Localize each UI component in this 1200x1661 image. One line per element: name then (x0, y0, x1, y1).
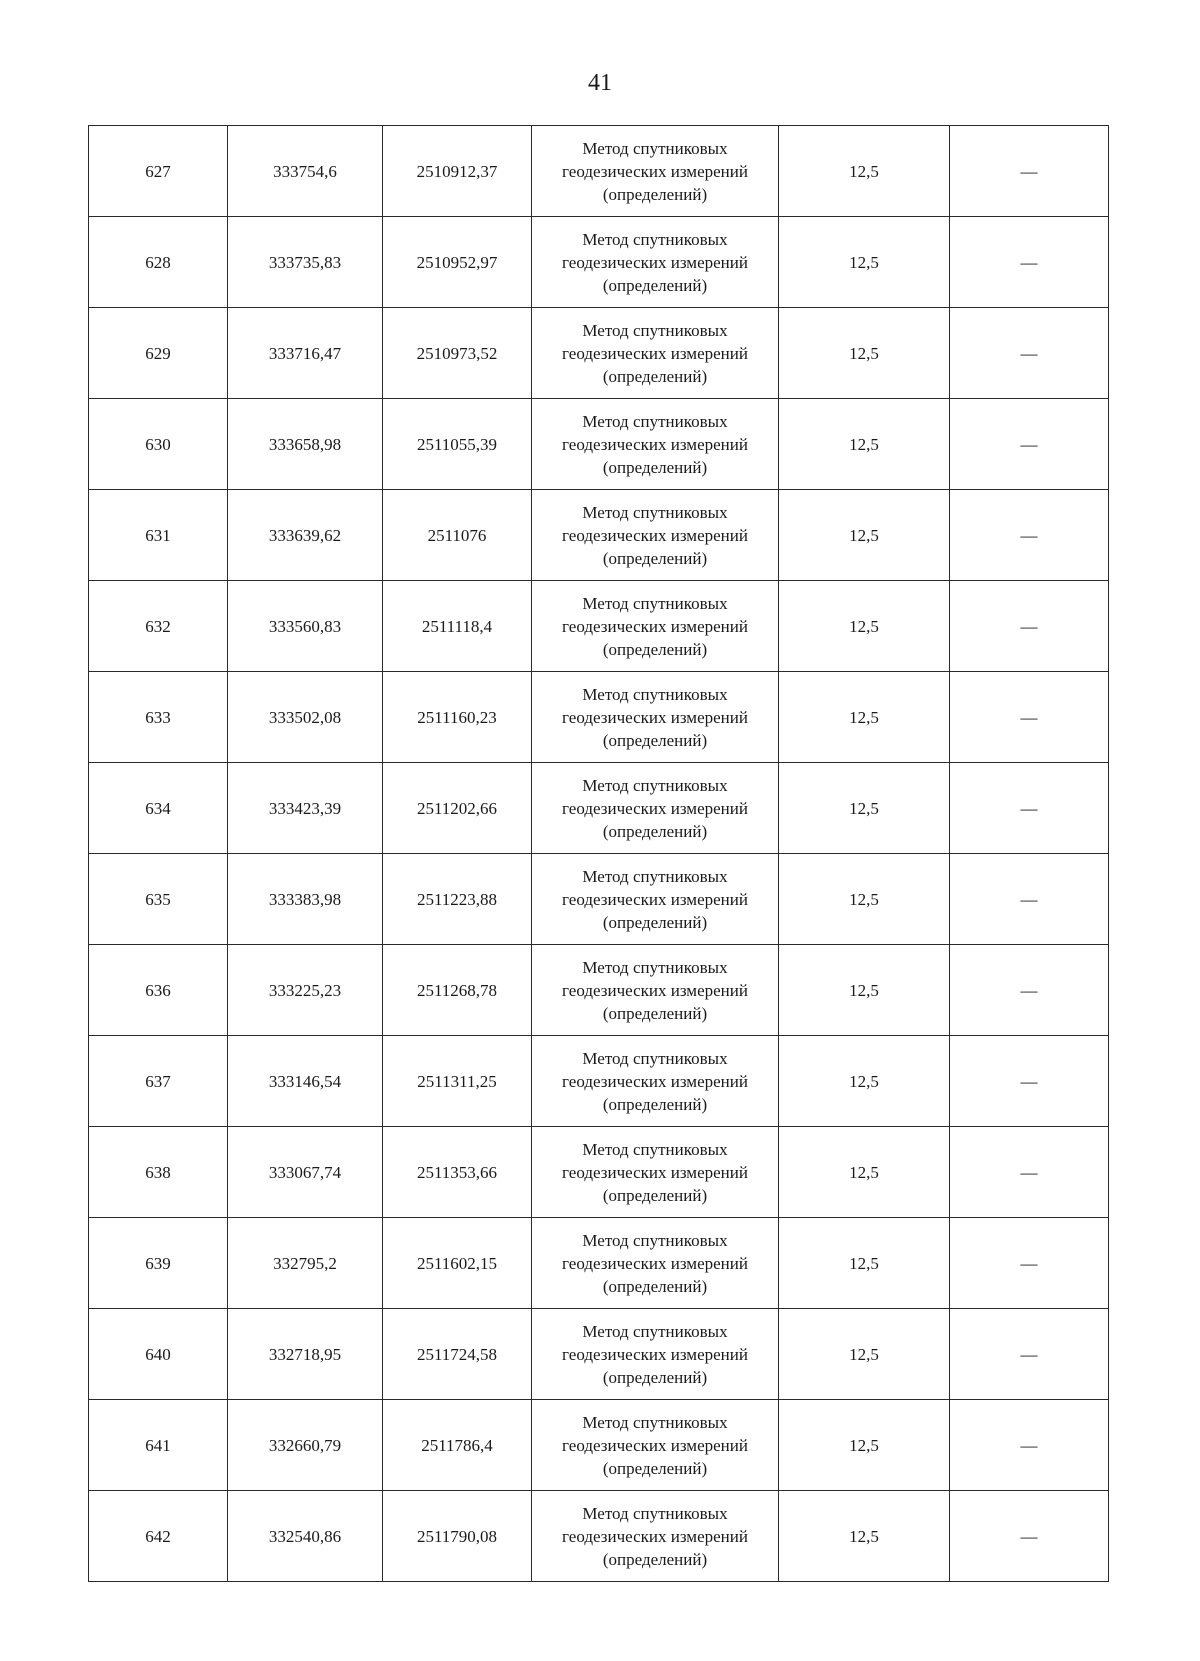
coordinate-x: 333225,23 (228, 945, 383, 1036)
note-dash: — (950, 945, 1109, 1036)
method-cell (532, 1127, 779, 1218)
point-number: 631 (89, 490, 228, 581)
method-cell (532, 126, 779, 217)
method-text-line: геодезических измерений (562, 980, 748, 1000)
coordinate-x: 333754,6 (228, 126, 383, 217)
method-cell (532, 763, 779, 854)
point-number: 640 (89, 1309, 228, 1400)
coordinate-x: 333502,08 (228, 672, 383, 763)
method-text-line: (определений) (602, 366, 708, 386)
note-dash: — (950, 490, 1109, 581)
coordinate-x: 332718,95 (228, 1309, 383, 1400)
note-dash: — (950, 1491, 1109, 1582)
accuracy-value: 12,5 (779, 308, 950, 399)
coordinate-y: 2510973,52 (383, 308, 532, 399)
method-text-line: Метод спутниковых (582, 502, 728, 522)
note-dash: — (950, 217, 1109, 308)
accuracy-value: 12,5 (779, 399, 950, 490)
point-number: 630 (89, 399, 228, 490)
method-text-line: геодезических измерений (562, 889, 748, 909)
table-row (89, 672, 1109, 763)
note-dash: — (950, 1400, 1109, 1491)
method-cell (532, 1309, 779, 1400)
coordinate-x: 332660,79 (228, 1400, 383, 1491)
method-text-line: Метод спутниковых (582, 593, 728, 613)
method-cell (532, 1036, 779, 1127)
accuracy-value: 12,5 (779, 1400, 950, 1491)
method-text-line: (определений) (602, 821, 708, 841)
table-row (89, 217, 1109, 308)
method-text-line: Метод спутниковых (582, 957, 728, 977)
table-row (89, 1036, 1109, 1127)
accuracy-value: 12,5 (779, 763, 950, 854)
method-text-line: Метод спутниковых (582, 775, 728, 795)
method-text-line: (определений) (602, 1276, 708, 1296)
note-dash: — (950, 672, 1109, 763)
accuracy-value: 12,5 (779, 854, 950, 945)
page-number: 41 (588, 70, 612, 96)
method-cell (532, 1400, 779, 1491)
table-row (89, 1309, 1109, 1400)
method-text-line: (определений) (602, 730, 708, 750)
coordinate-y: 2511202,66 (383, 763, 532, 854)
coordinate-x: 332795,2 (228, 1218, 383, 1309)
method-cell (532, 945, 779, 1036)
point-number: 627 (89, 126, 228, 217)
table-row (89, 581, 1109, 672)
point-number: 634 (89, 763, 228, 854)
method-text-line: Метод спутниковых (582, 1321, 728, 1341)
coordinate-y: 2510912,37 (383, 126, 532, 217)
table-row (89, 1218, 1109, 1309)
note-dash: — (950, 1036, 1109, 1127)
method-text-line: Метод спутниковых (582, 1139, 728, 1159)
table-row (89, 126, 1109, 217)
method-cell (532, 217, 779, 308)
method-cell (532, 581, 779, 672)
note-dash: — (950, 763, 1109, 854)
point-number: 632 (89, 581, 228, 672)
method-text-line: Метод спутниковых (582, 320, 728, 340)
note-dash: — (950, 1218, 1109, 1309)
method-text-line: (определений) (602, 457, 708, 477)
coordinate-y: 2511790,08 (383, 1491, 532, 1582)
coordinate-y: 2510952,97 (383, 217, 532, 308)
method-cell (532, 1491, 779, 1582)
method-text-line: геодезических измерений (562, 1344, 748, 1364)
method-text-line: Метод спутниковых (582, 1412, 728, 1432)
coordinate-y: 2511076 (383, 490, 532, 581)
method-text-line: Метод спутниковых (582, 1048, 728, 1068)
method-text-line: геодезических измерений (562, 252, 748, 272)
method-text-line: (определений) (602, 548, 708, 568)
note-dash: — (950, 1309, 1109, 1400)
coordinate-y: 2511118,4 (383, 581, 532, 672)
method-text-line: геодезических измерений (562, 798, 748, 818)
method-cell (532, 672, 779, 763)
note-dash: — (950, 581, 1109, 672)
method-cell (532, 399, 779, 490)
accuracy-value: 12,5 (779, 581, 950, 672)
point-number: 635 (89, 854, 228, 945)
method-cell (532, 854, 779, 945)
table-row (89, 399, 1109, 490)
coordinates-table (88, 125, 1109, 1582)
coordinate-x: 333716,47 (228, 308, 383, 399)
point-number: 637 (89, 1036, 228, 1127)
method-text-line: геодезических измерений (562, 1162, 748, 1182)
method-text-line: (определений) (602, 1094, 708, 1114)
note-dash: — (950, 308, 1109, 399)
coordinate-y: 2511602,15 (383, 1218, 532, 1309)
method-text-line: геодезических измерений (562, 343, 748, 363)
coordinate-x: 333560,83 (228, 581, 383, 672)
accuracy-value: 12,5 (779, 1491, 950, 1582)
method-text-line: Метод спутниковых (582, 1503, 728, 1523)
point-number: 641 (89, 1400, 228, 1491)
method-cell (532, 308, 779, 399)
note-dash: — (950, 854, 1109, 945)
accuracy-value: 12,5 (779, 945, 950, 1036)
method-text-line: геодезических измерений (562, 1253, 748, 1273)
method-text-line: (определений) (602, 912, 708, 932)
point-number: 628 (89, 217, 228, 308)
accuracy-value: 12,5 (779, 1218, 950, 1309)
coordinate-x: 333067,74 (228, 1127, 383, 1218)
accuracy-value: 12,5 (779, 1309, 950, 1400)
method-text-line: Метод спутниковых (582, 866, 728, 886)
accuracy-value: 12,5 (779, 1127, 950, 1218)
method-text-line: (определений) (602, 1003, 708, 1023)
method-text-line: (определений) (602, 184, 708, 204)
coordinate-y: 2511160,23 (383, 672, 532, 763)
method-text-line: Метод спутниковых (582, 1230, 728, 1250)
method-text-line: Метод спутниковых (582, 411, 728, 431)
coordinate-x: 333146,54 (228, 1036, 383, 1127)
method-text-line: геодезических измерений (562, 707, 748, 727)
method-text-line: геодезических измерений (562, 161, 748, 181)
coordinate-y: 2511786,4 (383, 1400, 532, 1491)
method-text-line: Метод спутниковых (582, 138, 728, 158)
point-number: 642 (89, 1491, 228, 1582)
table-body (89, 126, 1109, 1582)
point-number: 636 (89, 945, 228, 1036)
method-text-line: геодезических измерений (562, 1435, 748, 1455)
method-text-line: геодезических измерений (562, 525, 748, 545)
method-text-line: (определений) (602, 1367, 708, 1387)
coordinate-x: 333658,98 (228, 399, 383, 490)
accuracy-value: 12,5 (779, 490, 950, 581)
note-dash: — (950, 1127, 1109, 1218)
point-number: 633 (89, 672, 228, 763)
point-number: 638 (89, 1127, 228, 1218)
coordinate-y: 2511311,25 (383, 1036, 532, 1127)
method-text-line: Метод спутниковых (582, 229, 728, 249)
table-row (89, 490, 1109, 581)
method-text-line: геодезических измерений (562, 616, 748, 636)
coordinate-x: 332540,86 (228, 1491, 383, 1582)
method-text-line: (определений) (602, 1185, 708, 1205)
table-row (89, 1127, 1109, 1218)
method-text-line: (определений) (602, 639, 708, 659)
note-dash: — (950, 126, 1109, 217)
accuracy-value: 12,5 (779, 217, 950, 308)
note-dash: — (950, 399, 1109, 490)
method-text-line: (определений) (602, 275, 708, 295)
table-row (89, 1400, 1109, 1491)
accuracy-value: 12,5 (779, 672, 950, 763)
coordinate-y: 2511223,88 (383, 854, 532, 945)
accuracy-value: 12,5 (779, 126, 950, 217)
method-cell (532, 490, 779, 581)
coordinate-y: 2511055,39 (383, 399, 532, 490)
table-row (89, 854, 1109, 945)
table-row (89, 1491, 1109, 1582)
table-row (89, 763, 1109, 854)
method-text-line: геодезических измерений (562, 1526, 748, 1546)
method-text-line: геодезических измерений (562, 434, 748, 454)
coordinate-x: 333423,39 (228, 763, 383, 854)
method-cell (532, 1218, 779, 1309)
method-text-line: Метод спутниковых (582, 684, 728, 704)
method-text-line: (определений) (602, 1549, 708, 1569)
coordinate-y: 2511724,58 (383, 1309, 532, 1400)
accuracy-value: 12,5 (779, 1036, 950, 1127)
coordinate-y: 2511353,66 (383, 1127, 532, 1218)
coordinate-x: 333735,83 (228, 217, 383, 308)
table-row (89, 308, 1109, 399)
table-row (89, 945, 1109, 1036)
point-number: 639 (89, 1218, 228, 1309)
coordinate-x: 333383,98 (228, 854, 383, 945)
point-number: 629 (89, 308, 228, 399)
method-text-line: (определений) (602, 1458, 708, 1478)
method-text-line: геодезических измерений (562, 1071, 748, 1091)
coordinate-x: 333639,62 (228, 490, 383, 581)
coordinate-y: 2511268,78 (383, 945, 532, 1036)
